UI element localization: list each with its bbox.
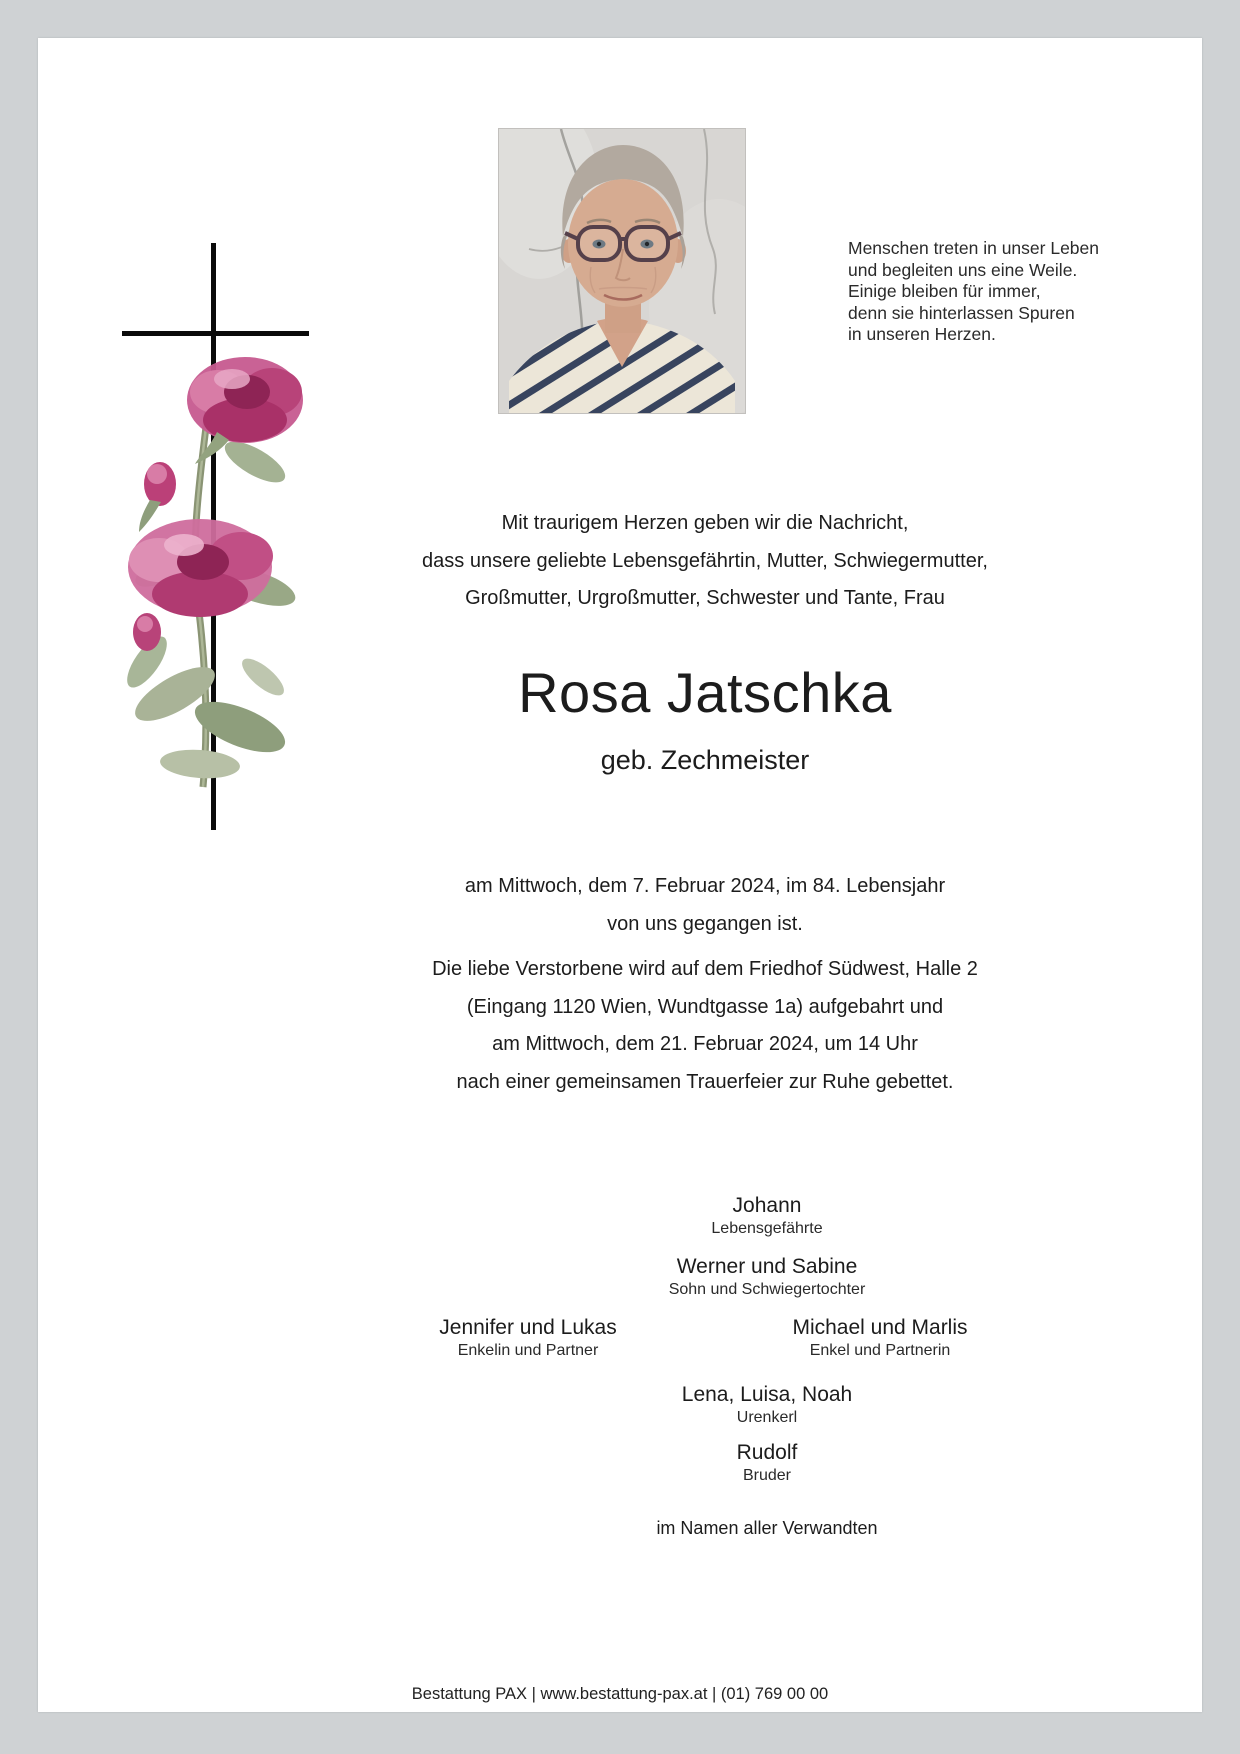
death-date-line: am Mittwoch, dem 7. Februar 2024, im 84. Lebensjahr [464, 875, 946, 897]
deceased-name: Rosa Jatschka [518, 661, 892, 724]
mourner-names: Johann [732, 1194, 802, 1217]
poem-line: denn sie hinterlassen Spuren [848, 302, 1075, 323]
funeral-info-line: am Mittwoch, dem 21. Februar 2024, um 14 Uhr [492, 1033, 918, 1055]
mourner-relation: Urenkerl [736, 1409, 798, 1426]
mourner-names: Lena, Luisa, Noah [681, 1383, 853, 1406]
poem-line: und begleiten uns eine Weile. [848, 259, 1078, 280]
mourner-names: Werner und Sabine [676, 1255, 858, 1278]
mourner-relation: Enkelin und Partner [457, 1342, 599, 1359]
portrait-graphic [499, 129, 745, 413]
mourner-entry [328, 1315, 728, 1361]
maiden-name: geb. Zechmeister [600, 745, 810, 775]
funeral-home-footer: Bestattung PAX | www.bestattung-pax.at | (01) 769 00 00 [411, 1685, 829, 1703]
mourner-relation: Bruder [742, 1467, 792, 1484]
funeral-info-line: (Eingang 1120 Wien, Wundtgasse 1a) aufgebahrt und [466, 995, 944, 1018]
mourner-entry [467, 1440, 1067, 1486]
mourner-relation: Enkel und Partnerin [809, 1342, 951, 1359]
funeral-info-line: nach einer gemeinsamen Trauerfeier zur Ruhe gebettet. [456, 1070, 954, 1093]
death-date-text [380, 868, 1030, 943]
mourner-relation: Sohn und Schwiegertochter [668, 1281, 866, 1298]
poem-line: Einige bleiben für immer, [848, 281, 1041, 301]
closing-line: im Namen aller Verwandten [656, 1518, 878, 1538]
funeral-info-line: Die liebe Verstorbene wird auf dem Friedhof Südwest, Halle 2 [432, 958, 978, 980]
mourner-names: Jennifer und Lukas [439, 1316, 617, 1339]
mourner-relation: Lebensgefährte [711, 1220, 823, 1237]
mourner-names: Michael und Marlis [792, 1316, 968, 1339]
poem-line: in unseren Herzen. [848, 324, 996, 344]
announcement-line: Mit traurigem Herzen geben wir die Nachricht, [501, 512, 909, 534]
memorial-poem [848, 238, 1148, 346]
mourner-entry [467, 1254, 1067, 1300]
rose-illustration [105, 332, 315, 792]
mourner-entry [680, 1315, 1080, 1361]
poem-line: Menschen treten in unser Leben [848, 238, 1099, 258]
obituary-card [38, 38, 1202, 1712]
death-date-line: von uns gegangen ist. [607, 912, 803, 935]
announcement-line: Großmutter, Urgroßmutter, Schwester und Tante, Frau [465, 587, 945, 609]
rose-branch-graphic [105, 332, 315, 792]
mourner-entry [467, 1193, 1067, 1239]
mourner-names: Rudolf [736, 1441, 798, 1464]
announcement-line: dass unsere geliebte Lebensgefährtin, Mutter, Schwiegermutter, [422, 549, 988, 572]
mourner-entry [467, 1382, 1067, 1428]
deceased-portrait-photo [498, 128, 746, 414]
funeral-info-text [380, 951, 1030, 1101]
announcement-text [380, 505, 1030, 618]
